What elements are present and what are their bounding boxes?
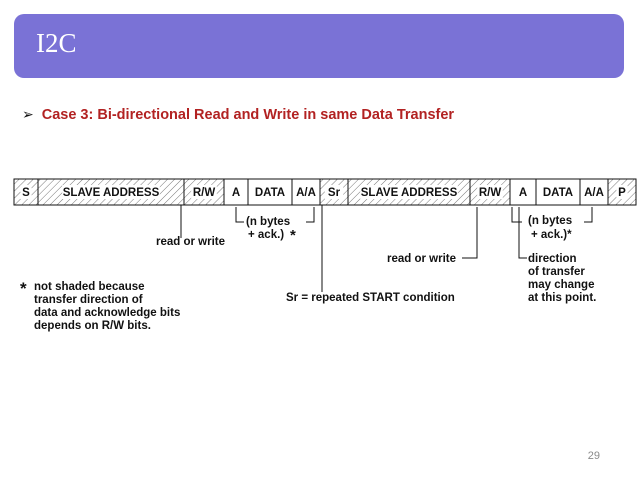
footnote-asterisk: * (20, 279, 27, 298)
frame-cell (580, 179, 608, 205)
frame-cell-label: DATA (542, 187, 574, 199)
frame-cell-label: A (518, 187, 528, 199)
frame-cell-label: R/W (192, 187, 216, 199)
direction-line-3: may change (528, 279, 595, 291)
frame-cell (608, 179, 636, 205)
footnote-line-3: data and acknowledge bits (34, 307, 181, 319)
frame-cell-label: A/A (584, 187, 604, 199)
frame-cell (38, 179, 184, 205)
frame-cell (320, 179, 348, 205)
direction-line-2: of transfer (528, 266, 585, 278)
ack-label-2: + ack.)* (531, 229, 572, 241)
page-number: 29 (587, 450, 600, 462)
frame-cells (14, 179, 636, 205)
read-or-write-label-1: read or write (156, 236, 226, 248)
frame-cell-label: R/W (478, 187, 502, 199)
frame-cell (248, 179, 292, 205)
footnote-line-2: transfer direction of (34, 294, 143, 306)
bullet-text: Case 3: Bi-directional Read and Write in same Data Transfer (41, 106, 455, 123)
ack-label-1: + ack.) (248, 229, 285, 241)
frame-cell (224, 179, 248, 205)
frame-cell (292, 179, 320, 205)
sr-note: Sr = repeated START condition (286, 292, 455, 304)
frame-cell (14, 179, 38, 205)
footnote-line-1: not shaded because (34, 281, 145, 293)
read-or-write-label-2: read or write (387, 253, 457, 265)
frame-cell (184, 179, 224, 205)
slide-title: I2C (36, 28, 77, 58)
frame-cell-label: A/A (296, 187, 316, 199)
n-bytes-label-2: (n bytes (528, 215, 573, 227)
frame-cell-label: Sr (327, 187, 341, 199)
frame-cell-label: SLAVE ADDRESS (62, 187, 160, 199)
direction-line-4: at this point. (528, 292, 597, 304)
frame-cell-label: P (618, 187, 626, 199)
frame-cell-label: DATA (254, 187, 286, 199)
frame-cell (510, 179, 536, 205)
footnote-line-4: depends on R/W bits. (34, 320, 151, 332)
n-bytes-label-1: (n bytes (246, 216, 291, 228)
frame-cell-label: SLAVE ADDRESS (360, 187, 458, 199)
frame-cell-label: A (231, 187, 241, 199)
arrow-bullet-icon: ➢ (22, 106, 34, 122)
frame-cell (536, 179, 580, 205)
frame-cell-label: S (22, 187, 30, 199)
asterisk-1: * (290, 227, 296, 244)
frame-cell (348, 179, 470, 205)
direction-line-1: direction (528, 253, 577, 265)
frame-cell (470, 179, 510, 205)
